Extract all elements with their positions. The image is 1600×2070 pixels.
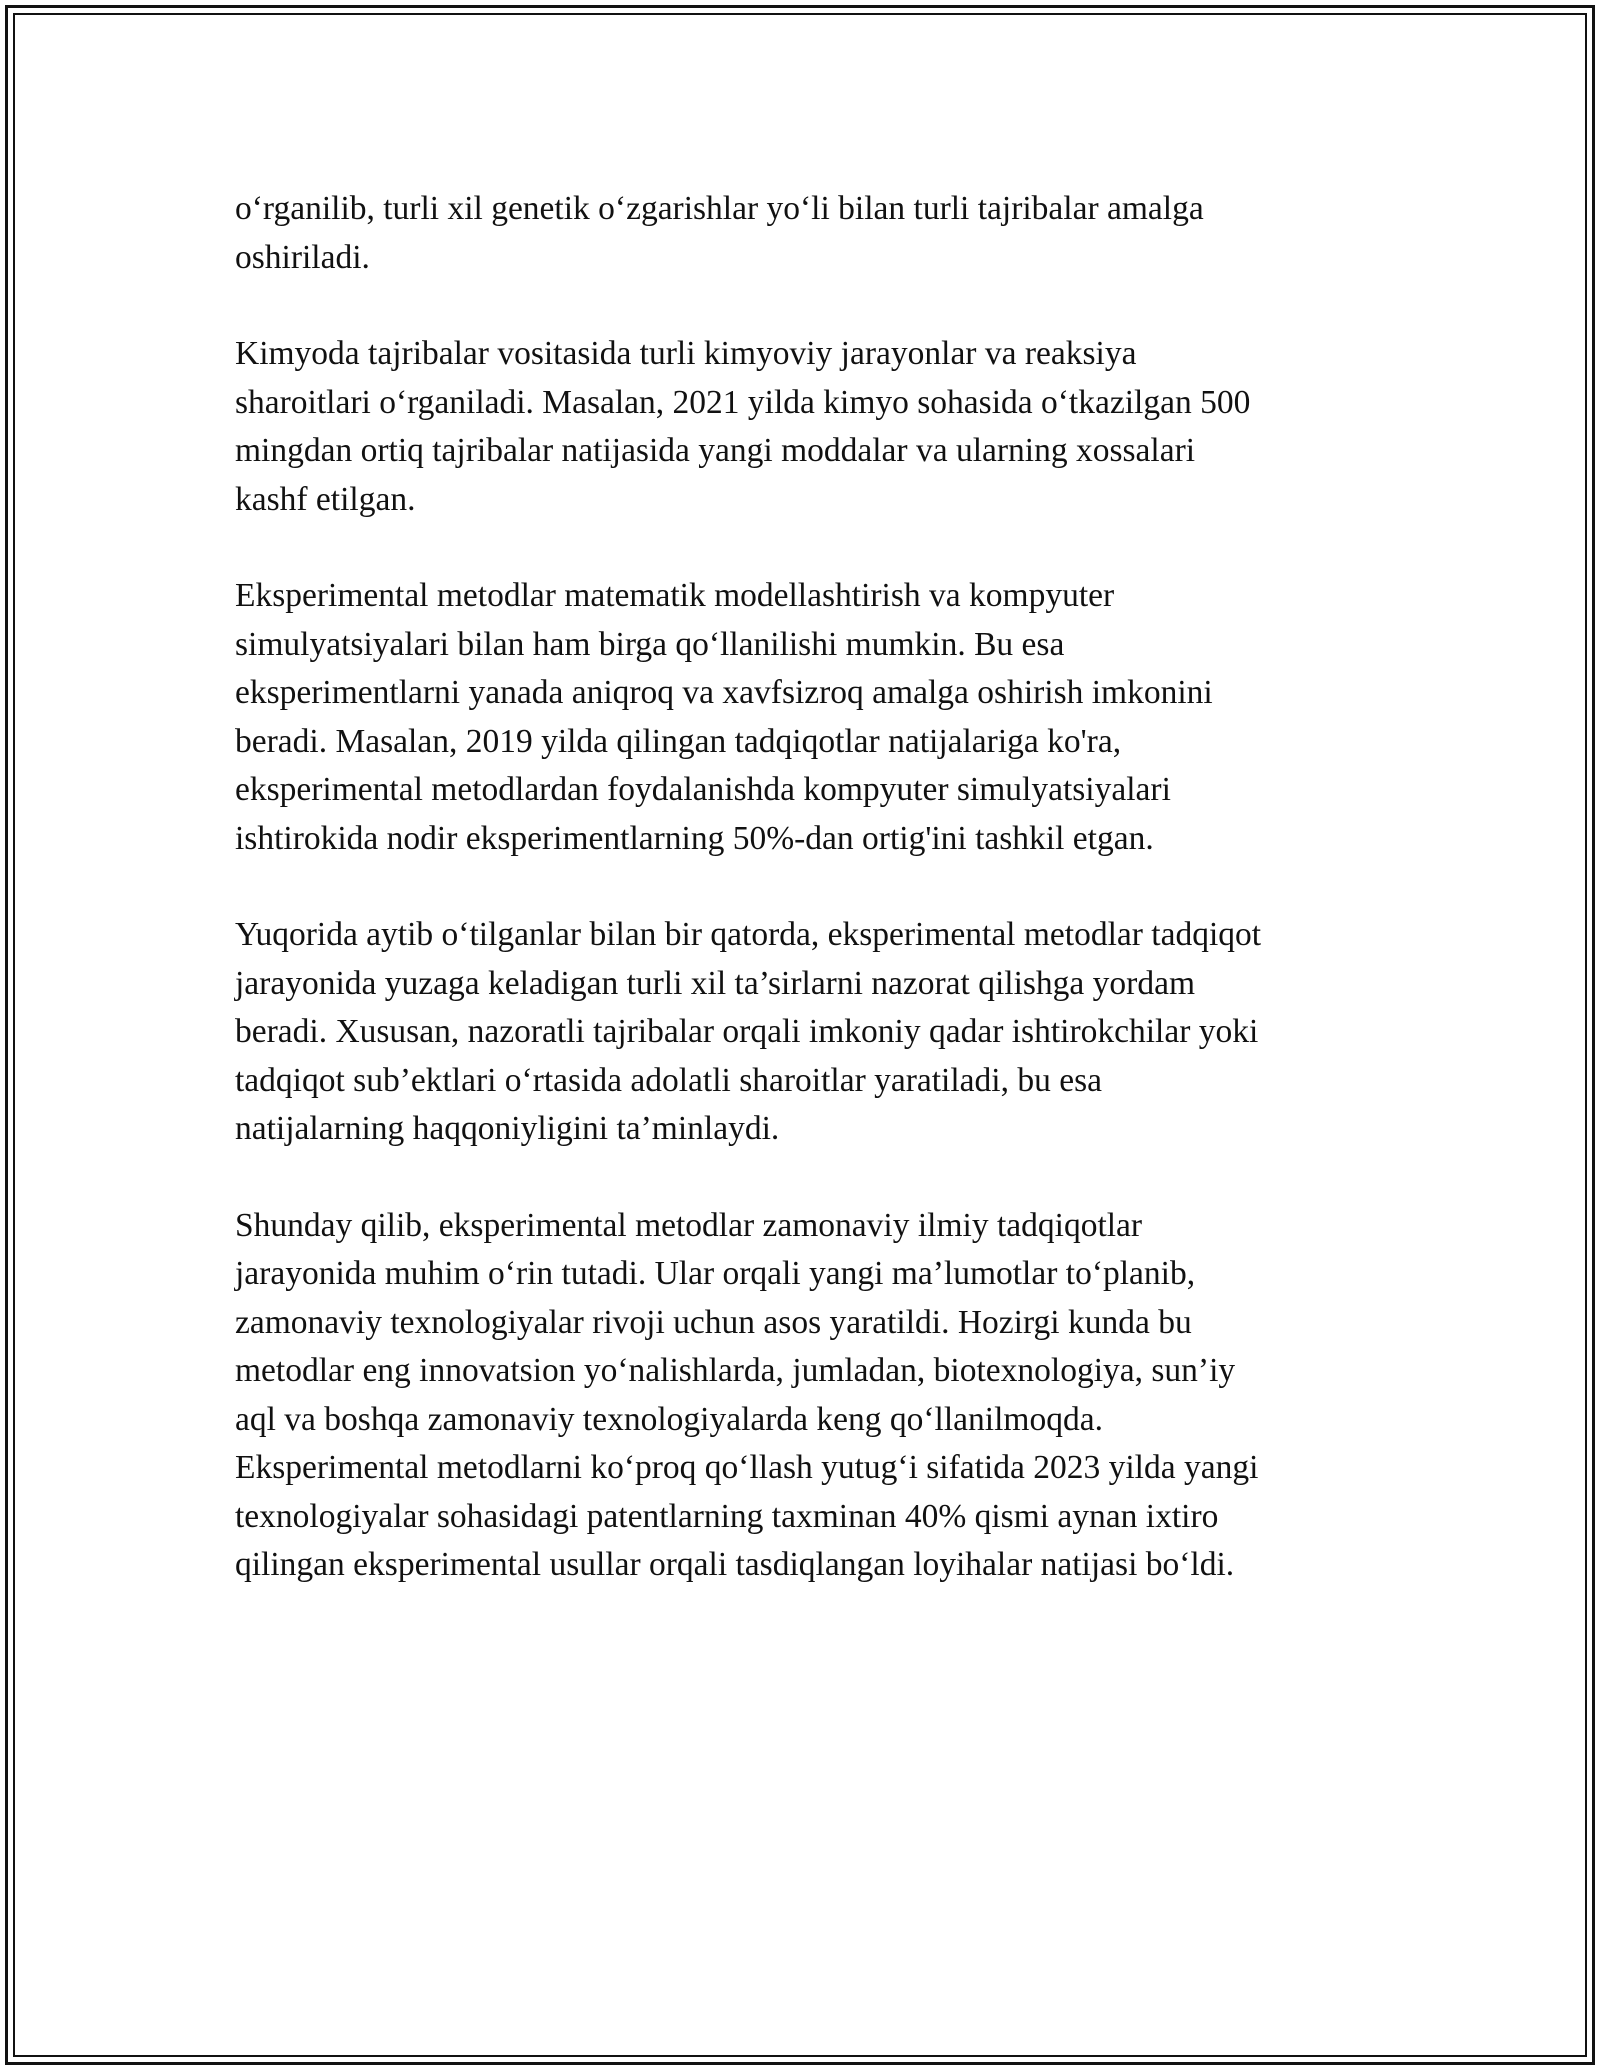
text-line: qilingan eksperimental usullar orqali tasdiqlangan loyihalar natijasi bo‘ldi. (235, 1546, 1235, 1583)
text-line: Eksperimental metodlar matematik modellashtirish va kompyuter (235, 577, 1115, 614)
text-line: eksperimental metodlardan foydalanishda kompyuter simulyatsiyalari (235, 771, 1171, 808)
text-line: Kimyoda tajribalar vositasida turli kimyoviy jarayonlar va reaksiya (235, 335, 1137, 372)
text-line: sharoitlari o‘rganiladi. Masalan, 2021 yilda kimyo sohasida o‘tkazilgan 500 (235, 383, 1251, 421)
text-line: texnologiyalar sohasidagi patentlarning taxminan 40% qismi aynan ixtiro (235, 1497, 1219, 1535)
paragraph-1 (235, 185, 1375, 282)
paragraph-3 (235, 572, 1375, 863)
text-line: mingdan ortiq tajribalar natijasida yangi moddalar va ularning xossalari (235, 432, 1196, 469)
text-line: beradi. Masalan, 2019 yilda qilingan tadqiqotlar natijalariga ko'ra, (235, 722, 1122, 760)
text-line: Yuqorida aytib o‘tilganlar bilan bir qatorda, eksperimental metodlar tadqiqot (235, 916, 1262, 953)
text-line: kashf etilgan. (235, 480, 416, 518)
text-line: jarayonida muhim o‘rin tutadi. Ular orqali yangi ma’lumotlar to‘planib, (235, 1255, 1196, 1292)
text-line: tadqiqot sub’ektlari o‘rtasida adolatli sharoitlar yaratiladi, bu esa (235, 1061, 1102, 1099)
text-line: eksperimentlarni yanada aniqroq va xavfsizroq amalga oshirish imkonini (235, 674, 1213, 711)
text-line: aql va boshqa zamonaviy texnologiyalarda keng qo‘llanilmoqda. (235, 1400, 1103, 1438)
paragraph-5 (235, 1202, 1375, 1590)
text-line: oshiriladi. (235, 238, 370, 276)
text-line: natijalarning haqqoniyligini ta’minlaydi. (235, 1110, 780, 1147)
text-line: o‘rganilib, turli xil genetik o‘zgarishlar yo‘li bilan turli tajribalar amalga (235, 190, 1204, 227)
text-line: metodlar eng innovatsion yo‘nalishlarda, jumladan, biotexnologiya, sun’iy (235, 1352, 1236, 1389)
paragraph-2 (235, 330, 1375, 524)
text-line: zamonaviy texnologiyalar rivoji uchun asos yaratildi. Hozirgi kunda bu (235, 1303, 1192, 1341)
text-line: ishtirokida nodir eksperimentlarning 50%-dan ortig'ini tashkil etgan. (235, 819, 1154, 857)
text-line: beradi. Xususan, nazoratli tajribalar orqali imkoniy qadar ishtirokchilar yoki (235, 1013, 1259, 1050)
text-line: jarayonida yuzaga keladigan turli xil ta’sirlarni nazorat qilishga yordam (235, 964, 1196, 1002)
paragraph-4 (235, 911, 1375, 1154)
text-line: simulyatsiyalari bilan ham birga qo‘llanilishi mumkin. Bu esa (235, 625, 1065, 663)
text-line: Eksperimental metodlarni ko‘proq qo‘llash yutug‘i sifatida 2023 yilda yangi (235, 1449, 1259, 1486)
text-line: Shunday qilib, eksperimental metodlar zamonaviy ilmiy tadqiqotlar (235, 1206, 1143, 1244)
document-body (235, 185, 1375, 1638)
